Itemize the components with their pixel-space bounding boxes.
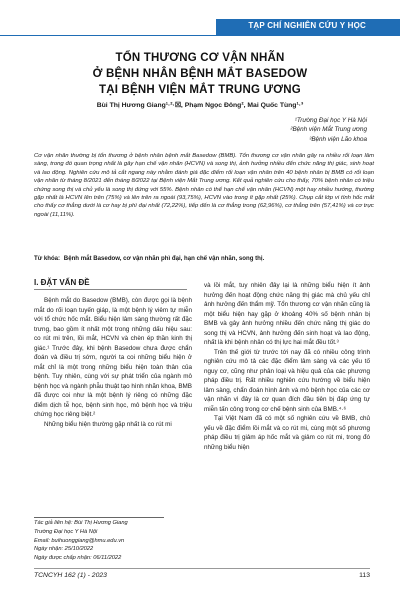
- author-list: Bùi Thị Hương Giang¹·²·☒, Phạm Ngọc Đông², Mai Quốc Tùng¹·³: [96, 102, 304, 109]
- body-paragraph: và lồi mắt, tuy nhiên đây lại là những biểu hiện ít ảnh hưởng đến hoạt động chức năng thị giác mà chủ yếu chỉ ảnh hưởng đến thẩm mỹ. Tổn thương cơ vận nhãn cũng là một biểu hiện hay gặp ở khoảng 40% số bệnh nhân bị BMB và gây ảnh hưởng nhiều đến chức năng thị giác do song thị và HCVN, ảnh hưởng đến sinh hoạt và lao động, nhất là khi bệnh nhân có thị lực hai mắt đều tốt.³: [204, 282, 370, 346]
- article-title: [40, 50, 360, 98]
- keywords-label: Từ khóa:: [34, 255, 61, 262]
- footnote-rule: [34, 517, 164, 518]
- title-line-2: Ở BỆNH NHÂN BỆNH MẮT BASEDOW: [92, 68, 308, 80]
- header-rule: [0, 35, 400, 36]
- affiliation-3: ³Bệnh viện Lão khoa: [309, 135, 367, 143]
- body-column-left: [34, 296, 192, 429]
- section-heading: I. ĐẶT VẤN ĐỀ: [34, 278, 90, 287]
- body-paragraph: Bệnh mắt do Basedow (BMB), còn được gọi là bệnh mắt do rối loạn tuyến giáp, là một bệnh lý viêm tự miễn với tổ chức hốc mắt. Biểu hiện lâm sàng thường rất đặc trưng, bao gồm ít nhất một trong những dấu hiệu sau: co rút mi trên, lồi mắt, HCVN và chèn ép thần kinh thị giác.¹ Trước đây, khi bệnh Basedow chưa được chẩn đoán và điều trị sớm, người ta coi những biểu hiện ở mắt chỉ là một trong những biểu hiện toàn thân của bệnh. Tuy nhiên, cùng với sự phát triển của ngành mô bệnh học và ngành phẫu thuật tạo hình nhãn khoa, BMB đã được coi như là một bệnh lý riêng có những đặc điểm dịch tễ học, bệnh sinh học, mô bệnh học và triệu chứng học riêng biệt.²: [34, 297, 192, 418]
- footnotes: [34, 519, 128, 563]
- body-paragraph: Trên thế giới từ trước tới nay đã có nhiều công trình nghiên cứu mô tả các đặc điểm lâm sàng và các yếu tố nguy cơ, cũng như phân loại và hiệu quả của các phương pháp điều trị. Rất nhiều nghiên cứu hướng về biểu hiện lâm sàng, chẩn đoán hình ảnh và mô bệnh học của các cơ vận nhãn vì đây là cơ quan đích đầu tiên bị đáp ứng tự miễn tấn công trong cơ chế bệnh sinh của BMB.⁴·⁶: [204, 348, 370, 413]
- abstract: Cơ vận nhãn thường bị tổn thương ở bệnh nhân bệnh mắt Basedow (BMB). Tổn thương cơ vận nhãn gây ra nhiều rối loạn lâm sàng, trong đó quan trọng nhất là gây hạn chế vận nhãn (HCVN) và song thị, ảnh hưởng nhiều đến chức năng thị giác, sinh hoạt và lao động. Nghiên cứu mô tả cắt ngang này nhằm đánh giá đặc điểm rối loạn vận nhãn trên 40 bệnh nhân bị BMB có rối loạn vận nhãn từ tháng 8/2021 đến tháng 8/2022 tại Bệnh viện Mắt Trung ương. Kết quả nghiên cứu cho thấy, 70% bệnh nhân có triệu chứng song thị và chủ yếu là song thị đứng với 55%. Bệnh nhân có thể hạn chế vận nhãn (HCVN) một hay nhiều hướng, thường gặp nhất là HCVN lên trên (75%) và lên trên ra ngoài (93,75%), HCVN vào trong ít gặp nhất (25%). Chụp cắt lớp vi tính hốc mắt cho thấy cơ thẳng dưới là cơ hay bị phì đại nhất (72,22%), tiếp đến là cơ thẳng trong (62,96%), cơ thẳng trên (57,41%) và cơ trực ngoài (11,11%).: [34, 153, 374, 218]
- footer-rule: [34, 568, 370, 569]
- footnote-line: Ngày được chấp nhận: 06/11/2022: [34, 555, 122, 562]
- title-line-1: TỔN THƯƠNG CƠ VẬN NHÃN: [115, 52, 285, 64]
- footnote-line: Ngày nhận: 25/10/2022: [34, 546, 94, 553]
- keywords: [34, 255, 374, 264]
- body-paragraph: Tại Việt Nam đã có một số nghiên cứu về BMB, chủ yếu về đặc điểm lồi mắt và co rút mi, cùng một số phương pháp điều trị giảm áp hốc mắt và giảm co rút mi, trong đó những biểu hiện: [204, 415, 370, 451]
- journal-section-label: TẠP CHÍ NGHIÊN CỨU Y HỌC: [248, 21, 366, 30]
- footnote-line: Trường Đại học Y Hà Nội: [34, 528, 98, 535]
- page-number: 113: [359, 572, 370, 579]
- footnote-line: Tác giả liên hệ: Bùi Thị Hương Giang: [34, 520, 128, 526]
- footnote-line: Email: buihuonggiang@hmu.edu.vn: [34, 537, 125, 544]
- footer-journal: TCNCYH 162 (1) - 2023: [34, 572, 107, 579]
- section-rule: [34, 289, 187, 290]
- keywords-text: Bệnh mắt Basedow, cơ vận nhãn phì đại, hạn chế vận nhãn, song thị.: [63, 255, 265, 262]
- affiliation-1: ¹Trường Đại học Y Hà Nội: [294, 117, 367, 124]
- title-line-3: TẠI BỆNH VIỆN MẮT TRUNG ƯƠNG: [99, 84, 301, 96]
- affiliation-2: ²Bệnh viện Mắt Trung ương: [290, 126, 367, 134]
- affiliations: [290, 116, 367, 144]
- body-paragraph: Những biểu hiện thường gặp nhất là co rút mi: [44, 420, 172, 428]
- body-column-right: [204, 281, 370, 452]
